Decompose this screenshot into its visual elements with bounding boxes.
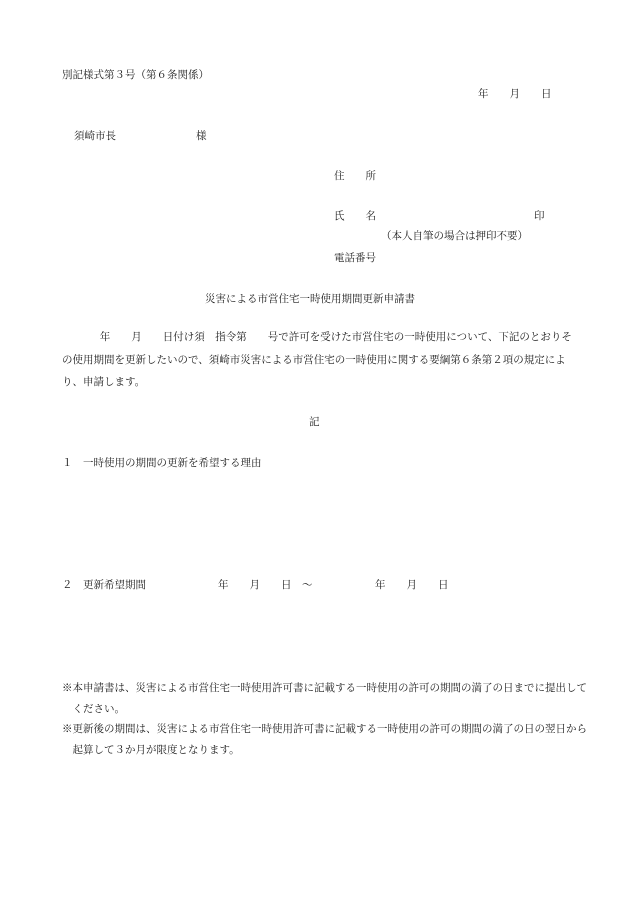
note-2: ※更新後の期間は、災害による市営住宅一時使用許可書に記載する一時使用の許可の期間の満了の日の翌日から起算して３か月が限度となります。 — [62, 723, 587, 756]
item-1-reason: １ 一時使用の期間の更新を希望する理由 — [62, 457, 262, 469]
seal-note: （本人自筆の場合は押印不要） — [381, 230, 528, 242]
seal-mark: 印 — [534, 210, 545, 222]
addressee-name: 須崎市長 — [74, 130, 116, 142]
addressee-honorific: 様 — [196, 130, 207, 142]
ki-heading: 記 — [309, 416, 320, 428]
body-paragraph: 年 月 日付け須 指令第 号で許可を受けた市営住宅の一時使用について、下記のとおりその使用期間を更新したいので、須崎市災害による市営住宅の一時使用に関する要綱第６条第２項の規定により、申請します。 — [62, 331, 572, 388]
phone-label: 電話番号 — [334, 252, 376, 264]
note-1: ※本申請書は、災害による市営住宅一時使用許可書に記載する一時使用の許可の期間の満了の日までに提出してください。 — [62, 682, 587, 715]
item-2-to-date: 年 月 日 — [375, 579, 449, 591]
name-label: 氏 名 — [334, 210, 376, 222]
form-number: 別記様式第３号（第６条関係） — [62, 69, 209, 81]
address-label: 住 所 — [334, 170, 376, 182]
item-2-label: ２ 更新希望期間 — [62, 579, 146, 591]
document-title: 災害による市営住宅一時使用期間更新申請書 — [205, 293, 415, 305]
item-2-from-date: 年 月 日 ～ — [218, 579, 313, 591]
date-line: 年 月 日 — [478, 88, 552, 100]
